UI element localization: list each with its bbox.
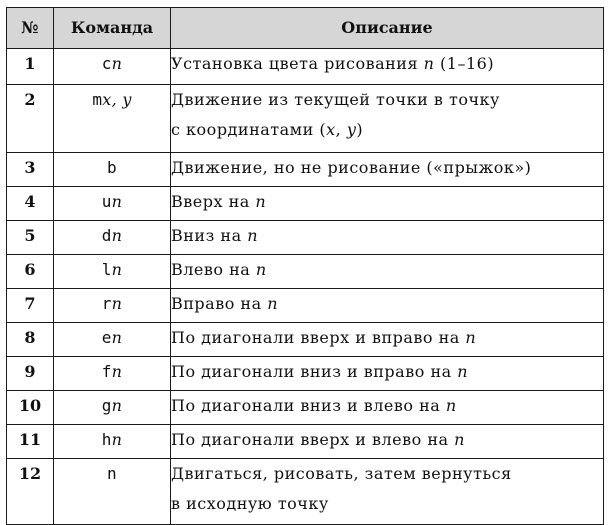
- command-letter: b: [107, 158, 117, 177]
- command-letter: l: [101, 260, 112, 279]
- description-cell: [171, 187, 604, 221]
- row-number: 5: [7, 221, 54, 255]
- row-number: 3: [7, 153, 54, 187]
- command-letter: n: [107, 464, 117, 483]
- row-number: 8: [7, 323, 54, 357]
- row-number: 11: [7, 425, 54, 459]
- command-letter: g: [101, 396, 112, 415]
- table-row: [7, 153, 604, 187]
- table-row: [7, 391, 604, 425]
- header-description: Описание: [171, 8, 604, 49]
- command-parameter: x, y: [102, 90, 132, 109]
- row-number: 9: [7, 357, 54, 391]
- command-parameter: n: [111, 226, 123, 245]
- row-number: 2: [7, 85, 54, 153]
- command-letter: h: [101, 430, 112, 449]
- command-letter: m: [92, 90, 103, 109]
- command-cell: [54, 459, 171, 525]
- table-row: [7, 187, 604, 221]
- row-number: 10: [7, 391, 54, 425]
- command-cell: [54, 85, 171, 153]
- table-body: [7, 49, 604, 525]
- description-line: Вверх на n: [171, 192, 267, 211]
- description-line: По диагонали вверх и влево на n: [171, 430, 465, 449]
- description-cell: [171, 459, 604, 525]
- command-letter: r: [101, 294, 112, 313]
- command-cell: [54, 255, 171, 289]
- description-cell: [171, 323, 604, 357]
- command-cell: [54, 49, 171, 85]
- command-letter: u: [101, 192, 112, 211]
- table-row: [7, 49, 604, 85]
- table-row: [7, 85, 604, 153]
- command-cell: [54, 357, 171, 391]
- description-cell: [171, 221, 604, 255]
- command-parameter: n: [111, 192, 123, 211]
- row-number: 7: [7, 289, 54, 323]
- description-cell: [171, 255, 604, 289]
- command-parameter: n: [111, 260, 123, 279]
- description-cell: [171, 391, 604, 425]
- command-parameter: n: [111, 430, 123, 449]
- command-cell: [54, 187, 171, 221]
- command-parameter: n: [111, 294, 123, 313]
- description-line: Установка цвета рисования n (1–16): [171, 54, 495, 73]
- command-cell: [54, 323, 171, 357]
- description-line: По диагонали вниз и вправо на n: [171, 362, 469, 381]
- row-number: 6: [7, 255, 54, 289]
- table-row: [7, 255, 604, 289]
- description-cell: [171, 357, 604, 391]
- description-line: в исходную точку: [171, 494, 329, 513]
- command-parameter: n: [111, 328, 123, 347]
- command-letter: c: [101, 54, 112, 73]
- command-cell: [54, 289, 171, 323]
- description-line: Вправо на n: [171, 294, 279, 313]
- command-letter: f: [101, 362, 112, 381]
- description-cell: [171, 289, 604, 323]
- commands-table: [6, 7, 604, 525]
- description-cell: [171, 153, 604, 187]
- command-parameter: n: [111, 54, 123, 73]
- description-line: Вниз на n: [171, 226, 258, 245]
- row-number: 12: [7, 459, 54, 525]
- description-line: По диагонали вверх и вправо на n: [171, 328, 477, 347]
- command-cell: [54, 391, 171, 425]
- description-line: Движение, но не рисование («прыжок»): [171, 158, 532, 177]
- row-number: 1: [7, 49, 54, 85]
- description-line: с координатами (x, y): [171, 120, 364, 139]
- command-cell: [54, 221, 171, 255]
- description-line: Движение из текущей точки в точку: [171, 90, 500, 109]
- table-row: [7, 425, 604, 459]
- table-row: [7, 459, 604, 525]
- header-command: Команда: [54, 8, 171, 49]
- description-line: По диагонали вниз и влево на n: [171, 396, 457, 415]
- description-cell: [171, 49, 604, 85]
- table-row: [7, 357, 604, 391]
- command-parameter: n: [111, 362, 123, 381]
- description-cell: [171, 425, 604, 459]
- table-row: [7, 289, 604, 323]
- description-line: Двигаться, рисовать, затем вернуться: [171, 464, 512, 483]
- command-letter: e: [101, 328, 112, 347]
- command-letter: d: [101, 226, 112, 245]
- row-number: 4: [7, 187, 54, 221]
- table-header-row: [7, 8, 604, 49]
- command-parameter: n: [111, 396, 123, 415]
- header-num: №: [7, 8, 54, 49]
- table-row: [7, 323, 604, 357]
- description-line: Влево на n: [171, 260, 267, 279]
- table-row: [7, 221, 604, 255]
- command-cell: [54, 153, 171, 187]
- command-cell: [54, 425, 171, 459]
- description-cell: [171, 85, 604, 153]
